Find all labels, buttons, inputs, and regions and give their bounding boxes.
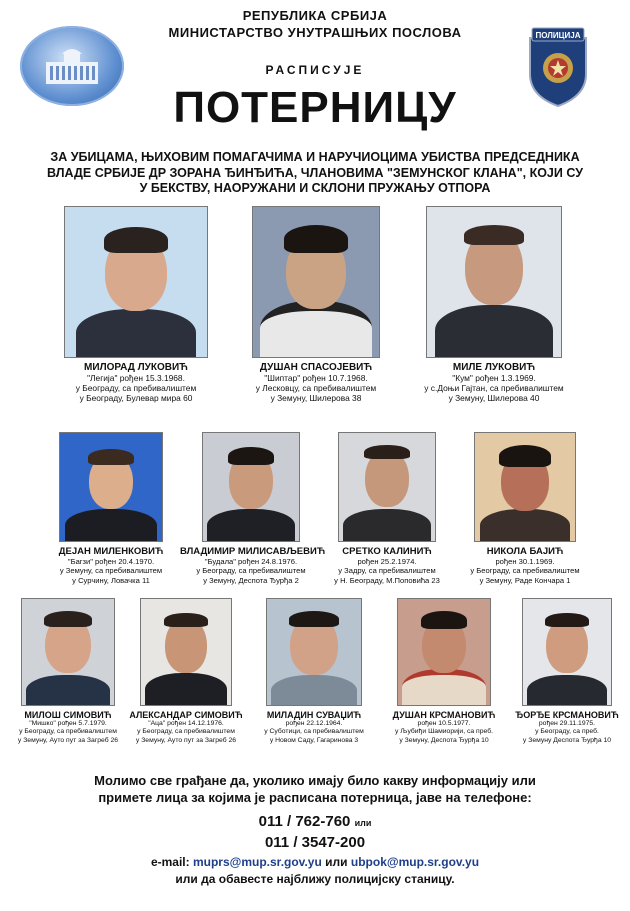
suspect-info-line: у Земуну, Ауто пут за Загреб 26 xyxy=(135,736,237,744)
suspect-name: ДУШАН СПАСОЈЕВИЋ xyxy=(259,362,373,373)
suspect-card xyxy=(316,432,458,585)
suspect-info-line: рођен 29.11.1975. xyxy=(538,720,596,727)
suspect-info-line: у Сурчину, Ловачка 11 xyxy=(72,575,150,585)
appeal-line: примете лица за којима је расписана потерница, јаве на телефоне: xyxy=(98,790,532,805)
suspect-info-line: у Земуну, Шилерова 38 xyxy=(270,393,362,404)
ministry-heading: МИНИСТАРСТВО УНУТРАШЊИХ ПОСЛОВА xyxy=(168,25,462,40)
suspect-name: ДУШАН КРСМАНОВИЋ xyxy=(392,710,496,720)
suspect-info-line: у Београду, са пребивалиштем xyxy=(137,728,235,736)
suspect-info-line: у Н. Београду, М.Поповића 23 xyxy=(334,575,440,585)
suspect-photo xyxy=(202,432,300,542)
badge-text: ПОЛИЦИЈА xyxy=(535,31,581,40)
email-line xyxy=(0,855,630,869)
suspect-info-line: "Багзи" рођен 20.4.1970. xyxy=(67,557,155,566)
suspect-info-line: у Београду, Булевар мира 60 xyxy=(79,393,193,404)
phone-number[interactable]: 011 / 762-760 xyxy=(258,813,351,830)
suspect-name: МИЛОШ СИМОВИЋ xyxy=(24,710,112,720)
suspect-card xyxy=(505,598,629,745)
suspect-info-line: у Земуну, Ауто пут за Загреб 26 xyxy=(17,736,119,744)
suspect-card xyxy=(252,598,376,745)
phone-numbers xyxy=(0,812,630,852)
subtitle-line: У БЕКСТВУ, НАОРУЖАНИ И СКЛОНИ ПРУЖАЊУ ОТПОРА xyxy=(139,181,491,195)
suspect-info-line: "Аца" рођен 14.12.1976. xyxy=(148,720,224,727)
phone-number[interactable]: 011 / 3547-200 xyxy=(264,834,366,851)
suspect-card xyxy=(40,432,182,585)
suspect-info-line: "Кум" рођен 1.3.1969. xyxy=(452,373,536,383)
suspect-name: ЂОРЂЕ КРСМАНОВИЋ xyxy=(515,710,619,720)
suspect-photo xyxy=(64,206,208,358)
suspect-info-line: рођен 30.1.1969. xyxy=(495,557,555,566)
suspect-card xyxy=(228,206,404,404)
suspect-photo xyxy=(426,206,562,358)
subtitle-line: ВЛАДЕ СРБИЈЕ ДР ЗОРАНА ЂИНЂИЋА, ЧЛАНОВИМА "ЗЕМУНСКОГ КЛАНА", КОЈИ СУ xyxy=(47,165,583,180)
suspect-info-line: "Мишко" рођен 5.7.1979. xyxy=(29,720,107,727)
suspect-info-line: у с.Доњи Гајтан, са пребивалиштем xyxy=(424,383,564,394)
suspect-photo xyxy=(59,432,163,542)
suspect-info-line: у Београду, са преб. xyxy=(535,728,599,736)
suspect-photo xyxy=(266,598,362,706)
suspect-info-line: рођен 10.5.1977. xyxy=(417,720,471,727)
suspect-info-line: у Земуну, са пребивалиштем xyxy=(59,566,163,576)
suspect-info-line: рођен 22.12.1964. xyxy=(285,720,343,727)
appeal-line: Молимо све грађане да, уколико имају било какву информацију или xyxy=(94,773,536,788)
announces-label: РАСПИСУЈЕ xyxy=(265,63,365,77)
suspect-info-line: у Земуну, Деспота Ђурђа 10 xyxy=(399,736,489,744)
suspect-name: АЛЕКСАНДАР СИМОВИЋ xyxy=(129,710,243,720)
suspect-card xyxy=(48,206,224,404)
suspect-card xyxy=(180,432,326,585)
suspect-info-line: у Задру, са пребивалиштем xyxy=(338,566,436,576)
suspect-info-line: у Љубиђи Шамиорији, са преб. xyxy=(394,728,494,736)
suspect-info-line: у Београду, са пребивалиштем xyxy=(470,566,580,576)
suspect-info-line: у Београду, са пребивалиштем xyxy=(19,728,117,736)
suspect-info-line: у Новом Саду, Гагаринова 3 xyxy=(269,736,359,744)
suspect-info-line: у Суботици, са пребивалиштем xyxy=(264,728,364,736)
appeal-text xyxy=(0,772,630,806)
or-label: или xyxy=(325,855,348,869)
suspect-card xyxy=(454,432,596,585)
suspect-card xyxy=(406,206,582,404)
suspect-info-line: у Лесковцу, са пребивалиштем xyxy=(255,383,377,394)
suspect-photo xyxy=(338,432,436,542)
suspect-name: МИЛАДИН СУВАЏИЋ xyxy=(266,710,362,720)
suspect-photo xyxy=(522,598,612,706)
suspect-info-line: у Земуну, Раде Кончара 1 xyxy=(479,575,571,585)
suspect-info-line: у Земуну, Шилерова 40 xyxy=(448,393,540,404)
suspect-name: МИЛОРАД ЛУКОВИЋ xyxy=(84,362,188,373)
suspect-name: НИКОЛА БАЈИЋ xyxy=(486,546,564,557)
closing-text: или да обавесте најближу полицијску станицу. xyxy=(175,872,455,886)
or-label: или xyxy=(354,818,372,828)
suspect-info-line: "Легија" рођен 15.3.1968. xyxy=(87,373,185,383)
page-title: ПОТЕРНИЦУ xyxy=(173,83,457,132)
suspect-card xyxy=(124,598,248,745)
suspect-info-line: у Београду, са пребивалиштем xyxy=(196,566,306,576)
suspect-name: МИЛЕ ЛУКОВИЋ xyxy=(452,362,536,373)
suspect-photo xyxy=(252,206,380,358)
suspect-photo xyxy=(474,432,576,542)
republic-heading: РЕПУБЛИКА СРБИЈА xyxy=(242,8,388,23)
suspect-info-line: у Земуну, Деспота Ђурђа 2 xyxy=(203,575,299,585)
subtitle-line: ЗА УБИЦАМА, ЊИХОВИМ ПОМАГАЧИМА И НАРУЧИОЦИМА УБИСТВА ПРЕДСЕДНИКА xyxy=(50,150,580,164)
email-link[interactable]: ubpok@mup.sr.gov.yu xyxy=(350,855,480,869)
suspect-photo xyxy=(140,598,232,706)
suspect-photo xyxy=(21,598,115,706)
suspect-name: СРЕТКО КАЛИНИЋ xyxy=(342,546,432,557)
suspect-photo xyxy=(397,598,491,706)
suspect-info-line: "Шиптар" рођен 10.7.1968. xyxy=(264,373,368,383)
email-label: e-mail: xyxy=(150,855,190,869)
suspect-name: ДЕЈАН МИЛЕНКОВИЋ xyxy=(58,546,164,557)
suspect-card xyxy=(382,598,506,745)
suspect-info-line: рођен 25.2.1974. xyxy=(357,557,417,566)
subtitle xyxy=(30,150,600,197)
suspect-card xyxy=(6,598,130,745)
poster-header xyxy=(0,0,630,200)
suspect-name: ВЛАДИМИР МИЛИСАВЉЕВИЋ xyxy=(180,546,326,557)
suspect-info-line: у Земуну Деспота Ђурђа 10 xyxy=(522,736,612,744)
email-link[interactable]: muprs@mup.sr.gov.yu xyxy=(192,855,322,869)
suspect-info-line: "Будала" рођен 24.8.1976. xyxy=(204,557,298,566)
police-badge-icon xyxy=(524,24,592,108)
suspect-info-line: у Београду, са пребивалиштем xyxy=(75,383,197,394)
